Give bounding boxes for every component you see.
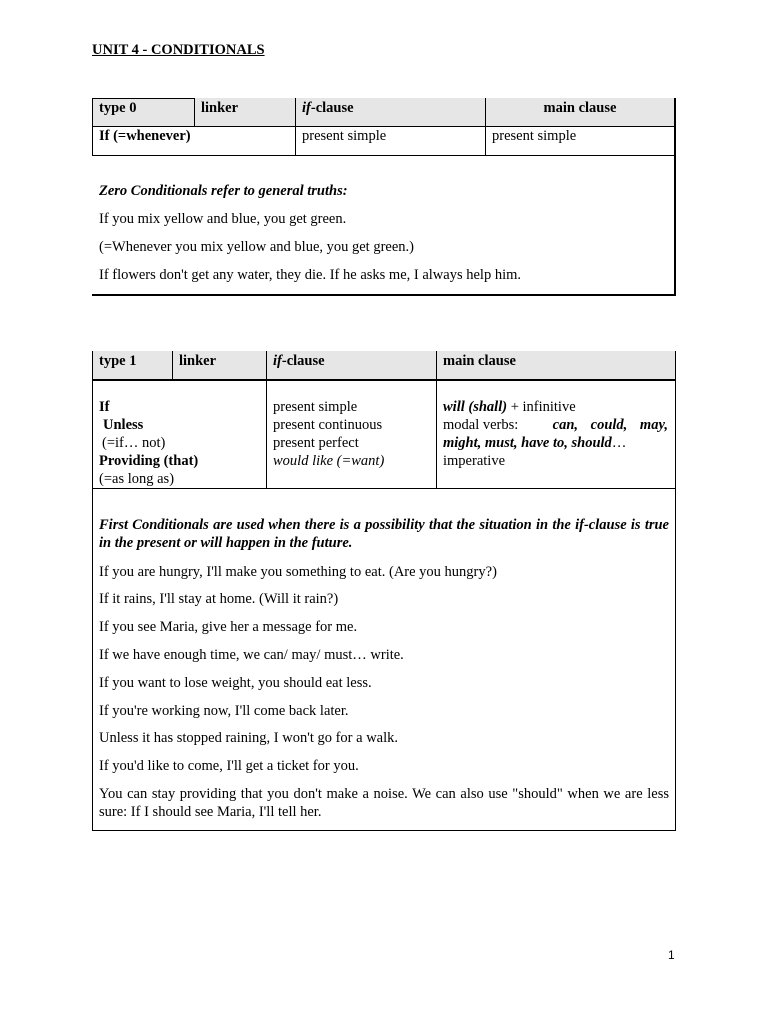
type1-main-clauses-cell [437, 398, 674, 470]
type1-if-clause-header [267, 352, 331, 370]
will-shall: will (shall) [443, 399, 508, 415]
will-rest: + infinitive [507, 399, 576, 415]
divider [92, 380, 676, 381]
type1-type-header: type 1 [99, 353, 137, 369]
modal-ellipsis: … [611, 435, 627, 451]
type1-example: If you'd like to come, I'll get a ticket for you. [99, 758, 359, 774]
linker-unless-note: (=if… not) [102, 435, 166, 451]
main-clause-imperative: imperative [443, 453, 506, 469]
type0-heading: Zero Conditionals refer to general truths: [99, 183, 348, 199]
type0-example: If flowers don't get any water, they die. If he asks me, I always help him. [99, 267, 522, 283]
divider [92, 294, 675, 296]
main-clause-will [443, 398, 668, 416]
if-clause-item: would like (=want) [273, 453, 385, 469]
type0-main-clause-header: main clause [543, 100, 617, 116]
type1-main-clause-header: main clause [443, 353, 516, 369]
type1-heading: First Conditionals are used when there is a possibility that the situation in the if-clause is true in the present or will happen in the future. [99, 517, 669, 551]
type0-if-clause-cell: present simple [302, 128, 387, 144]
linker-providing: Providing (that) [99, 453, 199, 469]
if-italic: if [273, 353, 282, 369]
type1-example: Unless it has stopped raining, I won't go for a walk. [99, 730, 399, 746]
linker-if: If [99, 399, 110, 415]
modal-prefix: modal verbs: [443, 417, 519, 433]
type1-example: If you're working now, I'll come back later. [99, 703, 349, 719]
type0-main-clause-cell: present simple [492, 128, 577, 144]
divider [92, 488, 676, 489]
if-clause-item: present simple [273, 399, 358, 415]
page-number: 1 [668, 948, 675, 962]
if-italic: if [302, 100, 311, 116]
linker-providing-note: (=as long as) [99, 471, 175, 487]
type0-if-clause-header [296, 99, 360, 117]
if-clause-item: present continuous [273, 417, 383, 433]
type1-linkers-cell [93, 398, 265, 488]
type1-example: If you are hungry, I'll make you something to eat. (Are you hungry?) [99, 564, 497, 580]
type1-linker-header: linker [179, 353, 217, 369]
divider [674, 98, 676, 296]
type1-example: If we have enough time, we can/ may/ must… write. [99, 647, 404, 663]
modal-list-1: can, could, may, [552, 417, 668, 433]
type0-linker-header: linker [201, 100, 239, 116]
type1-example: If you want to lose weight, you should eat less. [99, 675, 372, 691]
type0-type-header: type 0 [99, 100, 137, 116]
divider [675, 351, 676, 831]
if-rest: -clause [281, 353, 325, 369]
type1-example: If it rains, I'll stay at home. (Will it rain?) [99, 591, 339, 607]
divider [92, 830, 676, 831]
modal-list-2: might, must, have to, should [443, 435, 612, 451]
type1-if-clauses-cell [267, 398, 435, 470]
if-clause-item: present perfect [273, 435, 359, 451]
if-rest: -clause [310, 100, 354, 116]
type0-example: (=Whenever you mix yellow and blue, you get green.) [99, 239, 414, 255]
type0-example: If you mix yellow and blue, you get green. [99, 211, 347, 227]
page-title: UNIT 4 - CONDITIONALS [92, 42, 265, 58]
type1-example: If you see Maria, give her a message for me. [99, 619, 358, 635]
linker-unless: Unless [103, 417, 144, 433]
main-clause-modals-line1 [443, 416, 668, 434]
type1-example: You can stay providing that you don't make a noise. We can also use "should" when we are less sure: If I should see Maria, I'll tell her. [99, 786, 669, 820]
main-clause-modals-line2 [443, 434, 668, 452]
divider [92, 155, 675, 156]
type0-linker-cell: If (=whenever) [99, 128, 191, 144]
